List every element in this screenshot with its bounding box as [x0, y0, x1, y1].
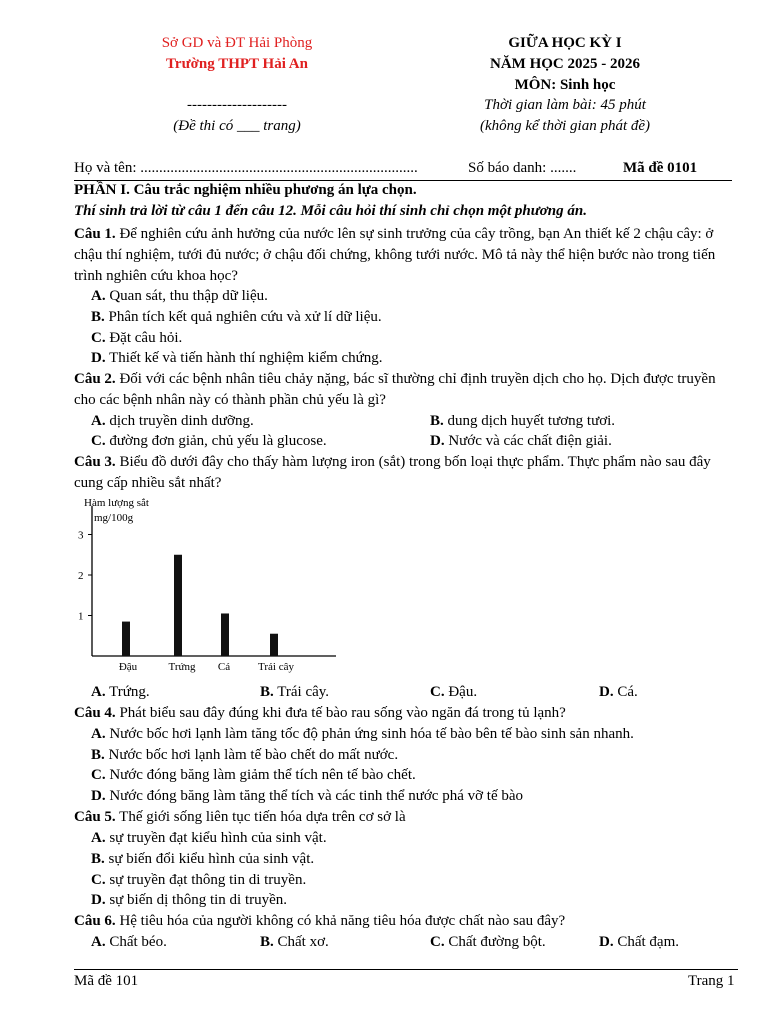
option-key: D. — [91, 892, 106, 908]
option-text: Thiết kế và tiến hành thí nghiệm kiểm chứng. — [109, 350, 383, 366]
option-text: đường đơn giản, chủ yếu là glucose. — [109, 433, 327, 449]
option-key: D. — [91, 350, 106, 366]
question-number: Câu 6. — [74, 913, 116, 929]
bar-3 — [221, 613, 229, 656]
question-4 — [74, 703, 734, 724]
option-key: B. — [260, 934, 274, 950]
question-text: Hệ tiêu hóa của người không có khả năng tiêu hóa được chất nào sau đây? — [119, 913, 566, 929]
option-text: dung dịch huyết tương tươi. — [447, 413, 616, 429]
option-1c[interactable] — [91, 328, 182, 349]
option-text: Nước đóng băng làm giảm thể tích nên tế bào chết. — [109, 767, 416, 783]
y-tick-label: 2 — [78, 570, 84, 582]
y-axis-label-line2: mg/100g — [94, 512, 134, 524]
option-4c[interactable] — [91, 765, 416, 786]
question-number: Câu 2. — [74, 371, 116, 387]
question-6 — [74, 911, 734, 932]
option-text: Đặt câu hỏi. — [109, 330, 183, 346]
option-text: Chất đạm. — [617, 934, 679, 950]
x-tick-label: Trái cây — [258, 661, 294, 673]
option-6b[interactable] — [260, 932, 329, 953]
option-text: Chất xơ. — [277, 934, 329, 950]
option-key: D. — [430, 433, 445, 449]
question-number: Câu 4. — [74, 705, 116, 721]
option-text: sự truyền đạt kiểu hình của sinh vật. — [109, 830, 327, 846]
question-text: Thế giới sống liên tục tiến hóa dựa trên cơ sở là — [119, 809, 406, 825]
y-axis-label-line1: Hàm lượng sắt — [84, 497, 149, 509]
section-instruction: Thí sinh trả lời từ câu 1 đến câu 12. Mỗi câu hỏi thí sinh chỉ chọn một phương án. — [74, 203, 587, 219]
subject: MÔN: Sinh học — [514, 77, 616, 93]
x-tick-label: Cá — [217, 661, 231, 673]
question-number: Câu 5. — [74, 809, 116, 825]
y-tick-label: 1 — [78, 610, 84, 623]
option-key: D. — [599, 934, 614, 950]
bar-1 — [122, 622, 130, 656]
question-text: Để nghiên cứu ảnh hưởng của nước lên sự sinh trưởng của cây trồng, bạn An thiết kế 2 chậu cây: ở chậu thí nghiệm, tưới đủ nước; ở chậu đối chứng, không tưới nước. Mô tả này thể hiện bước nào trong tiến trình nghiên cứu khoa học? — [74, 226, 716, 284]
option-1d[interactable] — [91, 348, 383, 369]
option-text: Trái cây. — [277, 684, 330, 700]
option-3b[interactable] — [260, 682, 329, 703]
option-text: sự biến dị thông tin di truyền. — [109, 892, 288, 908]
page-count-note: (Đề thi có ___ trang) — [173, 118, 301, 134]
option-text: Chất đường bột. — [448, 934, 546, 950]
student-name-field: Họ và tên: .......................................................................... — [74, 160, 418, 176]
option-5c[interactable] — [91, 870, 306, 891]
option-key: B. — [91, 747, 105, 763]
school-year: NĂM HỌC 2025 - 2026 — [490, 56, 640, 72]
footer-exam-code: Mã đề 101 — [74, 973, 139, 989]
option-key: C. — [430, 684, 445, 700]
footer-divider — [74, 969, 738, 970]
option-key: A. — [91, 830, 106, 846]
option-text: sự truyền đạt thông tin di truyền. — [109, 872, 307, 888]
option-key: C. — [430, 934, 445, 950]
option-text: Phân tích kết quả nghiên cứu và xử lí dữ liệu. — [108, 309, 382, 325]
option-4b[interactable] — [91, 745, 398, 766]
option-key: B. — [91, 851, 105, 867]
option-key: A. — [91, 288, 106, 304]
option-text: Nước đóng băng làm tăng thể tích và các tinh thể nước phá vỡ tế bào — [109, 788, 524, 804]
option-key: C. — [91, 433, 106, 449]
option-text: Nước và các chất điện giải. — [448, 433, 612, 449]
option-text: Trứng. — [109, 684, 150, 700]
time-limit: Thời gian làm bài: 45 phút — [484, 97, 646, 113]
option-key: A. — [91, 934, 106, 950]
option-key: B. — [91, 309, 105, 325]
option-key: A. — [91, 684, 106, 700]
option-key: C. — [91, 330, 106, 346]
option-text: dịch truyền dinh dưỡng. — [109, 413, 254, 429]
option-text: Chất béo. — [109, 934, 167, 950]
option-key: C. — [91, 872, 106, 888]
header-dashes: -------------------- — [187, 97, 287, 113]
bar-2 — [174, 555, 182, 656]
y-tick-label: 3 — [78, 529, 84, 542]
question-number: Câu 3. — [74, 454, 116, 470]
department-name: Sở GD và ĐT Hải Phòng — [161, 35, 313, 51]
option-6d[interactable] — [599, 932, 679, 953]
option-key: B. — [430, 413, 444, 429]
question-3 — [74, 452, 734, 494]
header-divider — [74, 180, 732, 181]
option-2a[interactable] — [91, 411, 254, 432]
option-text: Đậu. — [448, 684, 478, 700]
page-number: Trang 1 — [688, 973, 735, 989]
option-6a[interactable] — [91, 932, 167, 953]
time-note: (không kể thời gian phát đề) — [479, 118, 651, 134]
option-1a[interactable] — [91, 286, 268, 307]
option-5b[interactable] — [91, 849, 314, 870]
option-text: sự biến đổi kiểu hình của sinh vật. — [108, 851, 315, 867]
option-key: A. — [91, 413, 106, 429]
section-title: PHẦN I. Câu trắc nghiệm nhiều phương án lựa chọn. — [74, 182, 417, 198]
option-text: Nước bốc hơi lạnh làm tế bào chết do mất nước. — [108, 747, 399, 763]
question-2 — [74, 369, 734, 411]
option-3a[interactable] — [91, 682, 150, 703]
exam-code: Mã đề 0101 — [623, 160, 698, 176]
question-text: Phát biểu sau đây đúng khi đưa tế bào rau sống vào ngăn đá trong tủ lạnh? — [119, 705, 566, 721]
option-3d[interactable] — [599, 682, 638, 703]
question-1 — [74, 224, 734, 287]
question-text: Biểu đồ dưới đây cho thấy hàm lượng iron (sắt) trong bốn loại thực phẩm. Thực phẩm nào sau đây cung cấp nhiều sắt nhất? — [74, 454, 711, 491]
option-2c[interactable] — [91, 431, 327, 452]
x-tick-label: Trứng — [168, 661, 196, 673]
option-4a[interactable] — [91, 724, 634, 745]
exam-title: GIỮA HỌC KỲ I — [508, 35, 622, 51]
option-1b[interactable] — [91, 307, 382, 328]
option-4d[interactable] — [91, 786, 523, 807]
option-2b[interactable] — [430, 411, 615, 432]
option-5d[interactable] — [91, 890, 287, 911]
option-2d[interactable] — [430, 431, 612, 452]
option-key: D. — [91, 788, 106, 804]
question-5 — [74, 807, 734, 828]
option-text: Nước bốc hơi lạnh làm tăng tốc độ phản ứng sinh hóa tế bào bên tế bào sinh sản nhanh. — [109, 726, 634, 742]
option-key: D. — [599, 684, 614, 700]
question-number: Câu 1. — [74, 226, 116, 242]
option-key: C. — [91, 767, 106, 783]
option-3c[interactable] — [430, 682, 477, 703]
question-text: Đối với các bệnh nhân tiêu chảy nặng, bác sĩ thường chỉ định truyền dịch cho họ. Dịch được truyền cho các bệnh nhân này có thành phần chủ yếu là gì? — [74, 371, 716, 408]
candidate-number-field: Số báo danh: ....... — [468, 160, 577, 176]
iron-content-chart — [74, 492, 344, 680]
x-tick-label: Đậu — [118, 661, 138, 673]
option-6c[interactable] — [430, 932, 546, 953]
option-text: Cá. — [617, 684, 638, 700]
option-text: Quan sát, thu thập dữ liệu. — [109, 288, 268, 304]
option-key: B. — [260, 684, 274, 700]
option-5a[interactable] — [91, 828, 327, 849]
bar-4 — [270, 634, 278, 656]
option-key: A. — [91, 726, 106, 742]
school-name: Trường THPT Hải An — [166, 56, 308, 72]
